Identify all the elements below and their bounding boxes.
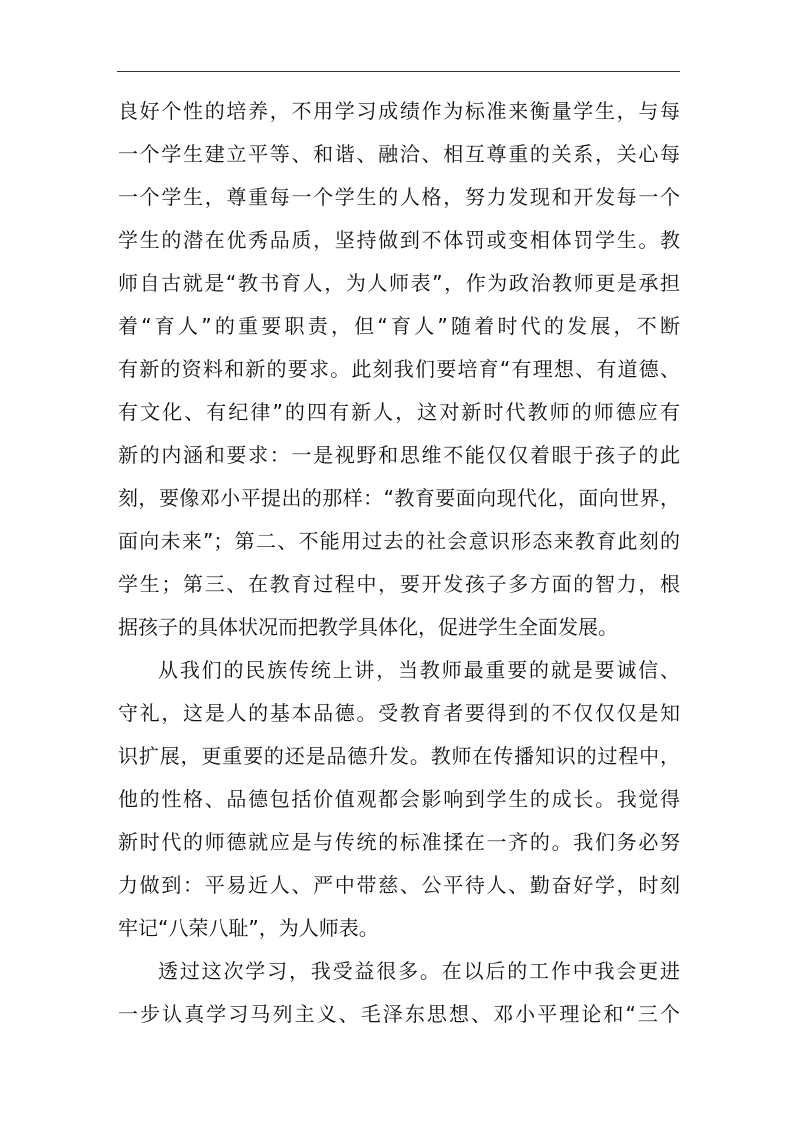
text-line: 新的内涵和要求：一是视野和思维不能仅仅着眼于孩子的此 bbox=[118, 443, 680, 467]
text-line: 着“育人”的重要职责，但“育人”随着时代的发展，不断 bbox=[118, 314, 680, 338]
text-line: 一步认真学习马列主义、毛泽东思想、邓小平理论和“三个 bbox=[118, 1002, 680, 1026]
text-line: 一个学生建立平等、和谐、融洽、相互尊重的关系，关心每 bbox=[118, 142, 680, 166]
text-line: 一个学生，尊重每一个学生的人格，努力发现和开发每一个 bbox=[118, 185, 680, 209]
text-line: 透过这次学习，我受益很多。在以后的工作中我会更进 bbox=[158, 959, 680, 983]
text-line: 识扩展，更重要的还是品德升发。教师在传播知识的过程中， bbox=[118, 744, 680, 768]
text-line: 师自古就是“教书育人，为人师表”，作为政治教师更是承担 bbox=[118, 271, 680, 295]
text-line: 力做到：平易近人、严中带慈、公平待人、勤奋好学，时刻 bbox=[118, 873, 680, 897]
text-line: 守礼，这是人的基本品德。受教育者要得到的不仅仅仅是知 bbox=[118, 701, 680, 725]
text-line: 良好个性的培养，不用学习成绩作为标准来衡量学生，与每 bbox=[118, 99, 680, 123]
header-rule bbox=[117, 71, 680, 72]
text-line: 面向未来”；第二、不能用过去的社会意识形态来教育此刻的 bbox=[118, 529, 680, 553]
text-line: 据孩子的具体状况而把教学具体化，促进学生全面发展。 bbox=[118, 615, 618, 639]
text-line: 学生；第三、在教育过程中，要开发孩子多方面的智力，根 bbox=[118, 572, 680, 596]
document-body bbox=[118, 90, 680, 1036]
text-line: 牢记“八荣八耻”，为人师表。 bbox=[118, 916, 379, 940]
text-line: 有新的资料和新的要求。此刻我们要培育“有理想、有道德、 bbox=[118, 357, 680, 381]
text-line: 新时代的师德就应是与传统的标准揉在一齐的。我们务必努 bbox=[118, 830, 680, 854]
text-line: 学生的潜在优秀品质，坚持做到不体罚或变相体罚学生。教 bbox=[118, 228, 680, 252]
text-line: 刻，要像邓小平提出的那样：“教育要面向现代化，面向世界， bbox=[118, 486, 680, 510]
text-line: 他的性格、品德包括价值观都会影响到学生的成长。我觉得 bbox=[118, 787, 680, 811]
text-line: 从我们的民族传统上讲，当教师最重要的就是要诚信、 bbox=[158, 658, 680, 682]
text-line: 有文化、有纪律”的四有新人，这对新时代教师的师德应有 bbox=[118, 400, 680, 424]
